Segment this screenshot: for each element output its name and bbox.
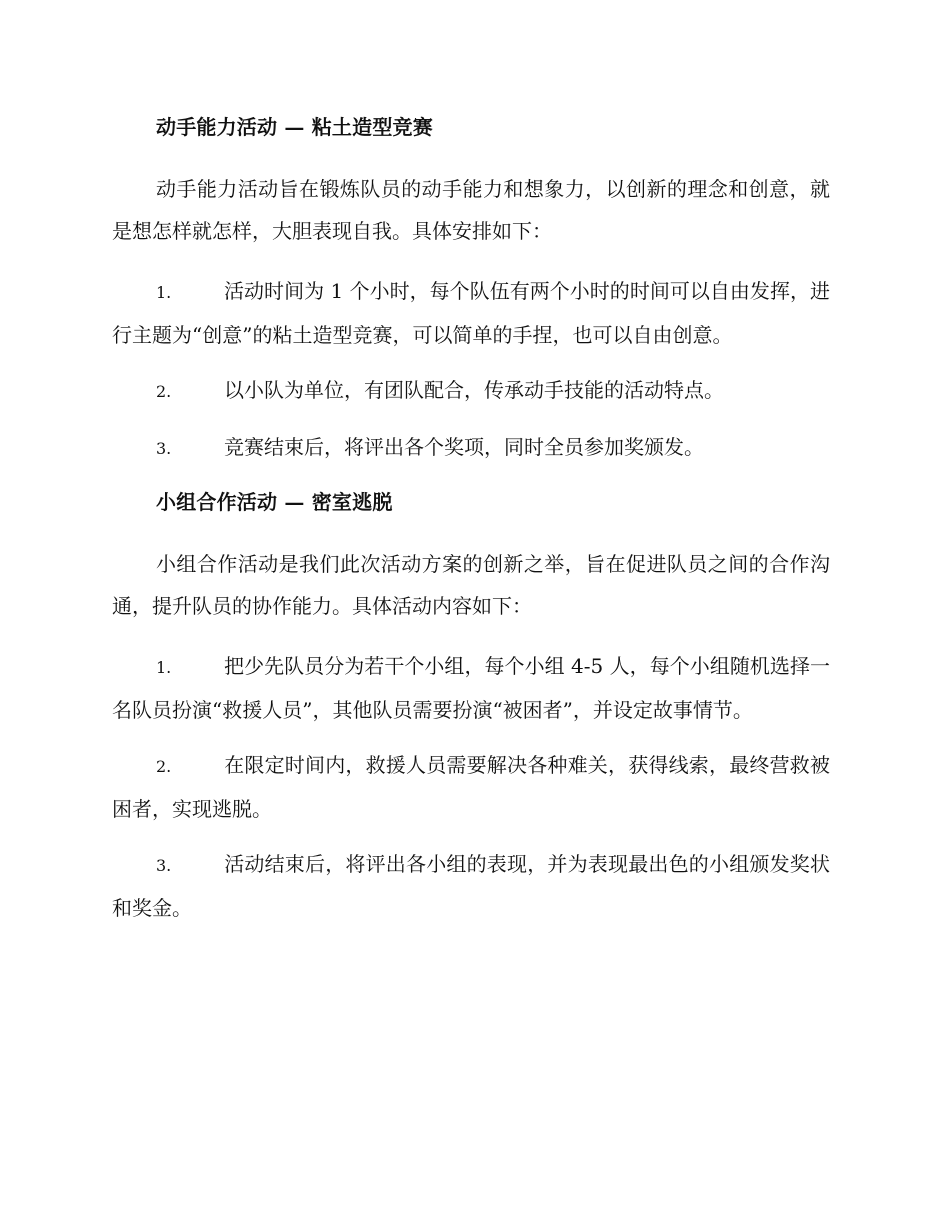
list-text: 在限定时间内，救援人员需要解决各种难关，获得线索，最终营救被困者，实现逃脱。 [112, 753, 830, 821]
list-text: 把少先队员分为若干个小组，每个小组 4-5 人，每个小组随机选择一名队员扮演“救援人员”，其他队员需要扮演“被困者”，并设定故事情节。 [112, 654, 830, 722]
list-item [112, 270, 830, 356]
list-number: 1. [156, 283, 172, 302]
section-clay-modeling [112, 108, 830, 470]
list-text: 以小队为单位，有团队配合，传承动手技能的活动特点。 [224, 378, 724, 402]
section-heading: 小组合作活动 — 密室逃脱 [156, 490, 393, 514]
list-item [112, 369, 830, 413]
list-number: 1. [156, 658, 172, 677]
section-intro: 小组合作活动是我们此次活动方案的创新之举，旨在促进队员之间的合作沟通，提升队员的协作能力。具体活动内容如下： [112, 552, 830, 618]
section-intro: 动手能力活动旨在锻炼队员的动手能力和想象力，以创新的理念和创意，就是想怎样就怎样，大胆表现自我。具体安排如下： [112, 177, 830, 243]
list-text: 活动时间为 1 个小时，每个队伍有两个小时的时间可以自由发挥，进行主题为“创意”的粘土造型竞赛，可以简单的手捏，也可以自由创意。 [112, 279, 830, 347]
list-item [112, 645, 830, 731]
activity-list [112, 645, 830, 929]
activity-list [112, 270, 830, 470]
section-escape-room [112, 483, 830, 929]
list-number: 3. [156, 439, 172, 458]
list-number: 3. [156, 856, 172, 875]
list-item [112, 426, 830, 470]
list-number: 2. [156, 382, 172, 401]
section-heading: 动手能力活动 — 粘土造型竞赛 [156, 115, 433, 139]
list-item [112, 744, 830, 830]
list-text: 竞赛结束后，将评出各个奖项，同时全员参加奖颁发。 [224, 435, 704, 459]
list-item [112, 843, 830, 929]
list-number: 2. [156, 757, 172, 776]
list-text: 活动结束后，将评出各小组的表现，并为表现最出色的小组颁发奖状和奖金。 [112, 852, 830, 920]
